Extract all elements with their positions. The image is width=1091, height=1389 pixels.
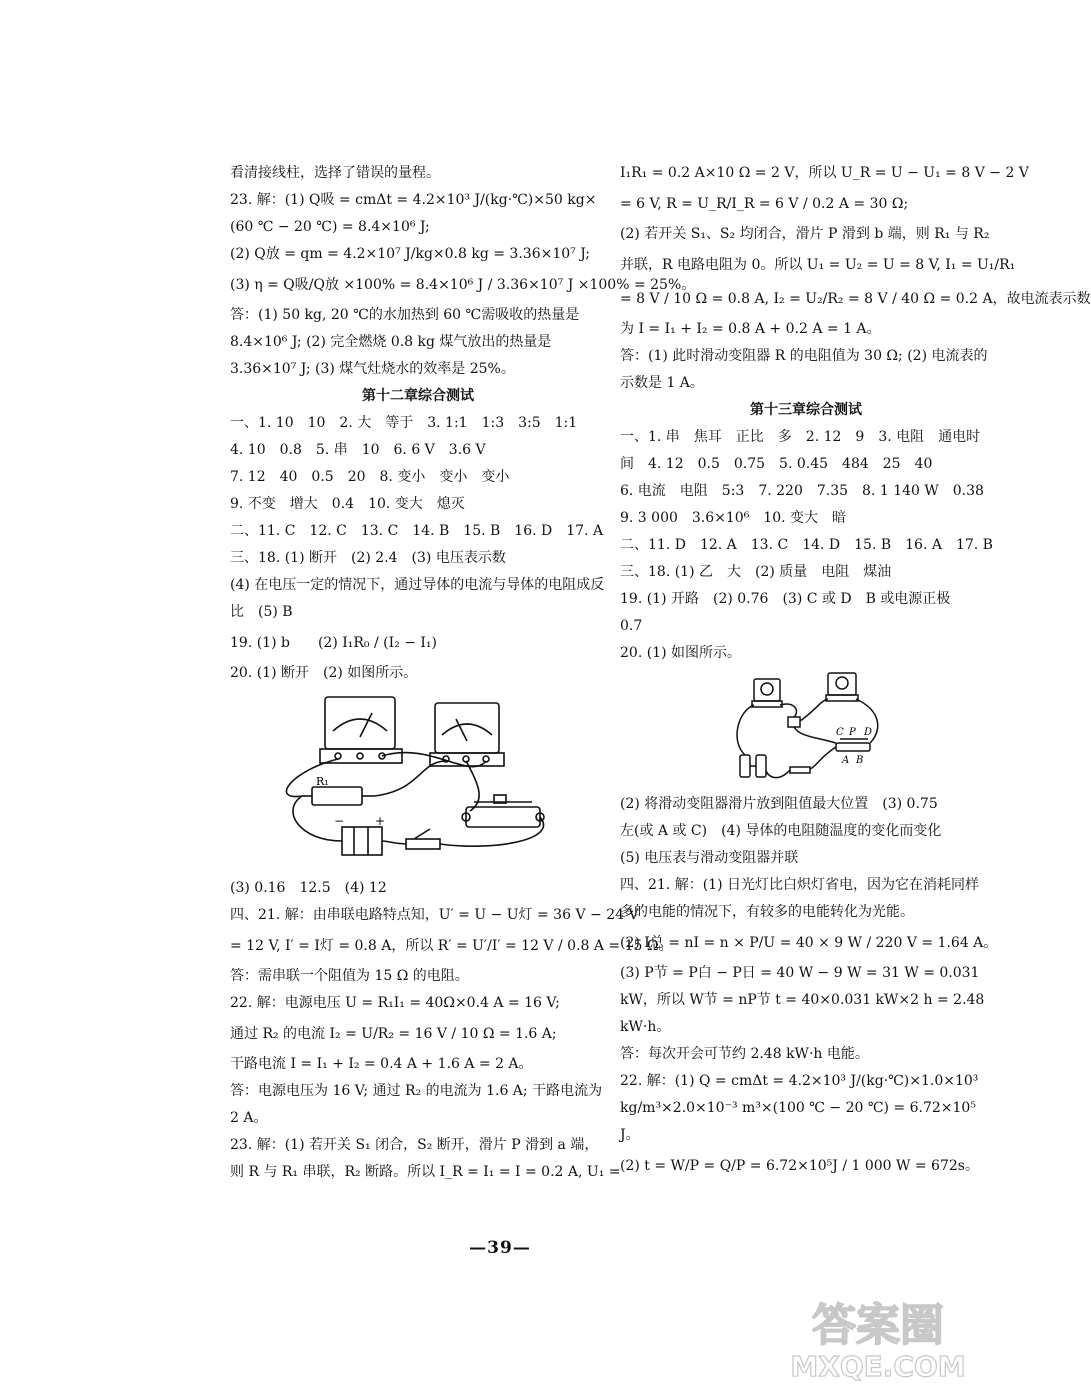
answer-line: 左(或 A 或 C) (4) 导体的电阻随温度的变化而变化 <box>620 823 942 839</box>
text-line: 答：(1) 此时滑动变阻器 R 的电阻值为 30 Ω; (2) 电流表的示数是 1 A。 <box>620 348 988 391</box>
section-heading: 第十二章综合测试 <box>362 388 474 404</box>
label-r1: R₁ <box>316 775 329 788</box>
answer-line: 四、21. 解：由串联电路特点知，U′ = U − U灯 = 36 V − 24 V <box>230 907 639 923</box>
text-line: I₁R₁ = 0.2 A×10 Ω = 2 V，所以 U_R = U − U₁ = 8 V − 2 V <box>620 165 1029 181</box>
label-plus: + <box>375 814 386 828</box>
section-heading: 第十三章综合测试 <box>750 402 862 418</box>
answer-line: (2) 将滑动变阻器滑片放到阻值最大位置 (3) 0.75 <box>620 796 938 812</box>
answer-line: (4) 在电压一定的情况下，通过导体的电流与导体的电阻成反比 (5) B <box>230 577 605 620</box>
answer-line: 19. (1) 开路 (2) 0.76 (3) C 或 D B 或电源正极 <box>620 591 951 607</box>
answer-line: 23. 解：(1) 若开关 S₁ 闭合，S₂ 断开，滑片 P 滑到 a 端， <box>230 1137 599 1153</box>
answer-line: 则 R 与 R₁ 串联，R₂ 断路。所以 I_R = I₁ = I = 0.2 A, U₁ = <box>230 1164 621 1180</box>
text-line: 8.4×10⁶ J; (2) 完全燃烧 0.8 kg 煤气放出的热量是 <box>230 334 552 350</box>
text-line: 为 I = I₁ + I₂ = 0.8 A + 0.2 A = 1 A。 <box>620 321 881 337</box>
label-c: C <box>836 727 844 738</box>
answer-line: 6. 电流 电阻 5:3 7. 220 7.35 8. 1 140 W 0.38 <box>620 483 984 499</box>
formula-line: = 6 V, R = U_R/I_R = 6 V / 0.2 A = 30 Ω; <box>620 196 909 212</box>
text-line: 答：(1) 50 kg, 20 ℃的水加热到 60 ℃需吸收的热量是 <box>230 307 580 323</box>
text-line: 3.36×10⁷ J; (3) 煤气灶烧水的效率是 25%。 <box>230 361 515 377</box>
label-b: B <box>856 755 864 766</box>
text-line: (2) Q放 = qm = 4.2×10⁷ J/kg×0.8 kg = 3.36×10⁷ J; <box>230 246 590 262</box>
answer-line: 干路电流 I = I₁ + I₂ = 0.4 A + 1.6 A = 2 A。 <box>230 1056 533 1072</box>
answer-line: 22. 解：电源电压 U = R₁I₁ = 40Ω×0.4 A = 16 V; <box>230 995 560 1011</box>
text-line: 看清接线柱，选择了错误的量程。 <box>230 165 440 181</box>
label-a: A <box>842 755 850 766</box>
answer-line: 三、18. (1) 断开 (2) 2.4 (3) 电压表示数 <box>230 550 506 566</box>
answer-line: 7. 12 40 0.5 20 8. 变小 变小 变小 <box>230 469 510 485</box>
formula-line: (3) η = Q吸/Q放 ×100% = 8.4×10⁶ J / 3.36×10⁷ J ×100% = 25%。 <box>230 277 696 293</box>
answer-line: 一、1. 10 10 2. 大 等于 3. 1:1 1:3 3:5 1:1 <box>230 415 578 431</box>
answer-line: 答：每次开会可节约 2.48 kW·h 电能。 <box>620 1046 869 1062</box>
circuit-figure-left <box>230 691 606 873</box>
answer-line: 四、21. 解：(1) 日光灯比白炽灯省电，因为它在消耗同样多的电能的情况下，有较多的电能转化为光能。 <box>620 877 979 920</box>
formula-line: = 12 V, I′ = I灯 = 0.8 A，所以 R′ = U′/I′ = 12 V / 0.8 A = 15 Ω。 <box>230 938 673 954</box>
answer-line: 二、11. C 12. C 13. C 14. B 15. B 16. D 17. A <box>230 523 604 539</box>
right-column <box>620 160 1091 1183</box>
answer-line: 二、11. D 12. A 13. C 14. D 15. B 16. A 17. B <box>620 537 993 553</box>
watermark-graphic <box>760 1290 995 1385</box>
formula-line: 19. (1) b (2) I₁R₀ / (I₂ − I₁) <box>230 635 437 651</box>
label-minus: − <box>334 814 345 828</box>
formula-line: 并联，R 电路电阻为 0。所以 U₁ = U₂ = U = 8 V, I₁ = U₁/R₁ <box>620 257 1016 273</box>
formula-line: (2) t = W/P = Q/P = 6.72×10⁵J / 1 000 W = 672s。 <box>620 1158 979 1174</box>
label-d: D <box>864 727 873 738</box>
answer-line: 20. (1) 如图所示。 <box>620 645 741 661</box>
formula-line: = 8 V / 10 Ω = 0.8 A, I₂ = U₂/R₂ = 8 V / 40 Ω = 0.2 A，故电流表示数 <box>620 291 1091 307</box>
answer-line: 22. 解：(1) Q = cmΔt = 4.2×10³ J/(kg·℃)×1.0×10³ kg/m³×2.0×10⁻³ m³×(100 ℃ − 20 ℃) = 6.72×10⁵ J。 <box>620 1073 979 1143</box>
answer-line: 一、1. 串 焦耳 正比 多 2. 12 9 3. 电阻 通电时间 4. 12 0.5 0.75 5. 0.45 484 25 40 <box>620 429 981 472</box>
formula-line: 通过 R₂ 的电流 I₂ = U/R₂ = 16 V / 10 Ω = 1.6 A; <box>230 1026 557 1042</box>
watermark-logo <box>760 1290 995 1385</box>
answer-line: (3) P节 = P白 − P日 = 40 W − 9 W = 31 W = 0.031 kW，所以 W节 = nP节 t = 40×0.031 kW×2 h = 2.48 kW·h。 <box>620 965 985 1035</box>
answer-line: 9. 不变 增大 0.4 10. 变大 熄灭 <box>230 496 465 512</box>
formula-line: (2) I总 = nI = n × P/U = 40 × 9 W / 220 V = 1.64 A。 <box>620 935 998 951</box>
answer-line: 答：电源电压为 16 V; 通过 R₂ 的电流为 1.6 A; 干路电流为 2 A。 <box>230 1083 603 1126</box>
label-p: P <box>849 727 856 738</box>
circuit-diagram <box>230 691 606 873</box>
answer-line: 4. 10 0.8 5. 串 10 6. 6 V 3.6 V <box>230 442 486 458</box>
text-line: (60 ℃ − 20 ℃) = 8.4×10⁶ J; <box>230 219 430 235</box>
circuit-figure-right <box>620 671 992 789</box>
watermark-text: 答案圈 <box>812 1300 944 1351</box>
answer-line: 9. 3 000 3.6×10⁶ 10. 变大 暗 <box>620 510 847 526</box>
page-number: —39— <box>469 1238 531 1258</box>
answer-line: (5) 电压表与滑动变阻器并联 <box>620 850 799 866</box>
answer-line: 答：需串联一个阻值为 15 Ω 的电阻。 <box>230 968 469 984</box>
watermark-url: MXQE.COM <box>790 1350 966 1383</box>
answer-line: (3) 0.16 12.5 (4) 12 <box>230 880 387 896</box>
answer-line: 0.7 <box>620 618 643 634</box>
text-line: (2) 若开关 S₁、S₂ 均闭合，滑片 P 滑到 b 端，则 R₁ 与 R₂ <box>620 226 990 242</box>
text-line: 23. 解：(1) Q吸 = cmΔt = 4.2×10³ J/(kg·℃)×50 kg× <box>230 192 597 208</box>
circuit-diagram <box>620 671 992 789</box>
answer-line: 20. (1) 断开 (2) 如图所示。 <box>230 665 418 681</box>
answer-line: 三、18. (1) 乙 大 (2) 质量 电阻 煤油 <box>620 564 892 580</box>
